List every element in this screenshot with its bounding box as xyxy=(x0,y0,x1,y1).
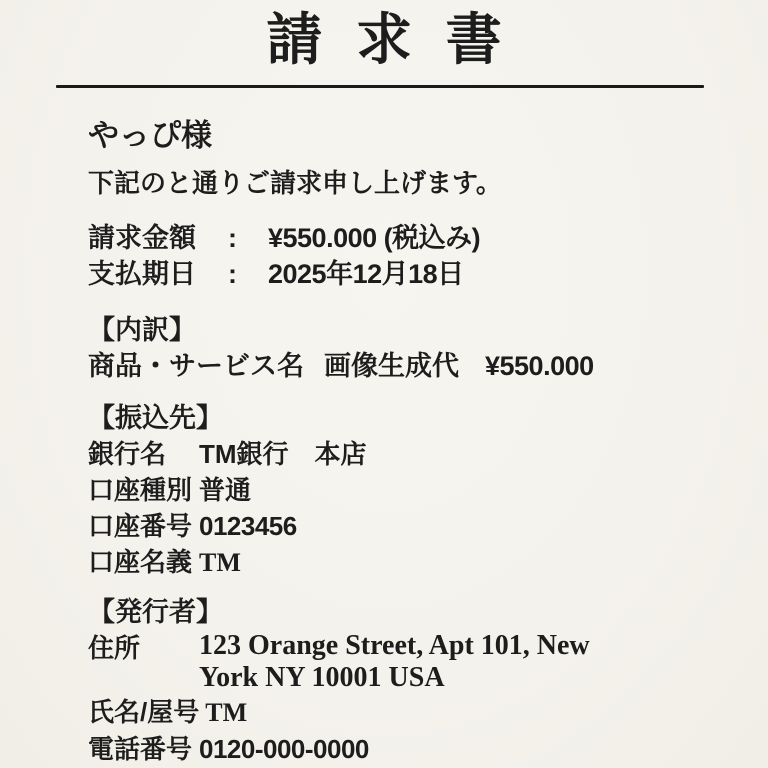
billing-summary xyxy=(88,220,718,292)
account-type-row xyxy=(88,472,718,508)
bank-name-row xyxy=(88,436,718,472)
invoice-body xyxy=(0,118,768,767)
issuer-name-value: TM xyxy=(205,698,248,727)
account-number-row xyxy=(88,508,718,544)
account-number-label: 口座番号 xyxy=(88,511,193,541)
account-type-value: 普通 xyxy=(199,475,252,505)
account-number-value: 0123456 xyxy=(199,511,297,541)
bank-name-value: TM銀行 本店 xyxy=(199,439,367,469)
issuer-phone-value: 0120-000-0000 xyxy=(199,734,369,764)
billing-amount-separator: : xyxy=(228,223,237,253)
bank-details xyxy=(88,436,718,581)
issuer-details xyxy=(88,630,718,767)
account-holder-value: TM xyxy=(199,548,241,577)
invoice-title: 請求書 xyxy=(266,8,536,71)
due-date-separator: : xyxy=(228,259,237,289)
recipient-name: やっぴ様 xyxy=(88,118,212,153)
issuer-address-value: 123 Orange Street, Apt 101, New York NY 10001 USA xyxy=(199,630,590,693)
account-holder-label: 口座名義 xyxy=(88,547,193,577)
due-date-row xyxy=(88,256,718,292)
due-date-label: 支払期日 xyxy=(88,259,196,289)
due-date-value: 2025年12月18日 xyxy=(268,259,464,289)
billing-amount-row xyxy=(88,220,718,256)
breakdown-section-heading: 【内訳】 xyxy=(88,315,196,345)
issuer-address-row xyxy=(88,630,718,694)
issuer-address-label: 住所 xyxy=(88,633,141,663)
account-holder-row xyxy=(88,544,718,581)
breakdown-item-amount: ¥550.000 xyxy=(485,351,594,381)
bank-name-label: 銀行名 xyxy=(88,439,167,469)
issuer-phone-label: 電話番号 xyxy=(88,734,193,764)
issuer-phone-row xyxy=(88,731,718,767)
greeting-text: 下記のと通りご請求申し上げます。 xyxy=(88,168,502,198)
issuer-name-row xyxy=(88,694,718,731)
breakdown-item-name: 画像生成代 xyxy=(324,351,459,381)
title-underline-rule xyxy=(56,85,704,88)
account-type-label: 口座種別 xyxy=(88,475,193,505)
breakdown-item-label: 商品・サービス名 xyxy=(88,351,304,381)
billing-amount-value: ¥550.000 (税込み) xyxy=(268,223,481,253)
breakdown-row xyxy=(88,348,718,384)
issuer-name-label: 氏名/屋号 xyxy=(88,697,200,727)
issuer-section-heading: 【発行者】 xyxy=(88,597,223,627)
billing-amount-label: 請求金額 xyxy=(88,223,196,253)
bank-section-heading: 【振込先】 xyxy=(88,403,223,433)
